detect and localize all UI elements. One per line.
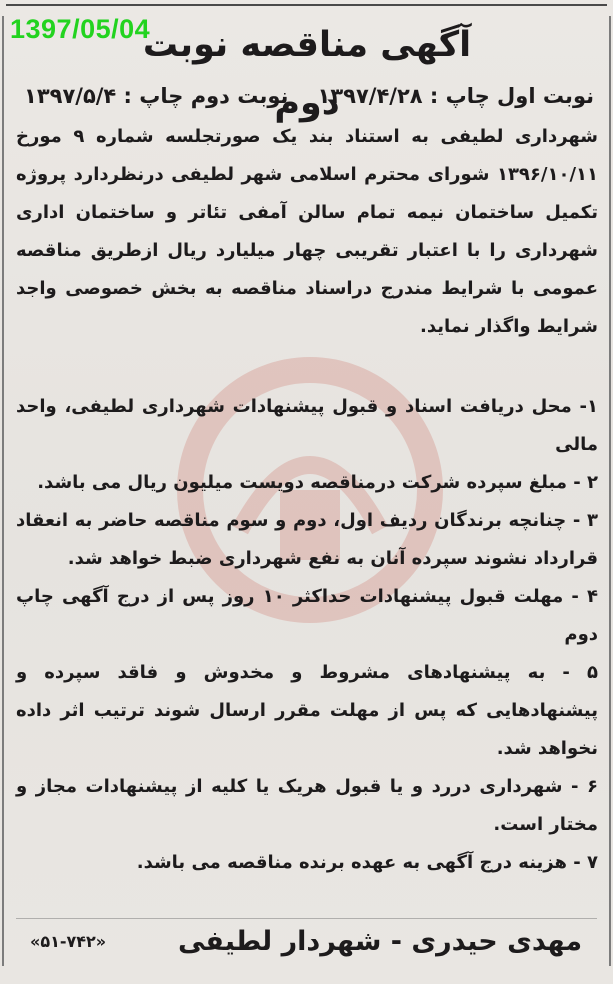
right-border (609, 16, 611, 966)
notice-intro (16, 118, 598, 346)
condition-item-3: ۳ - چنانچه برندگان ردیف اول، دوم و سوم مناقصه حاضر به انعقاد قرارداد نشوند سپرده آنان به نفع شهرداری ضبط خواهد شد. (16, 510, 598, 569)
condition-item-1: ۱- محل دریافت اسناد و قبول پیشنهادات شهرداری لطیفی، واحد مالی (16, 396, 598, 455)
intro-paragraph: شهرداری لطیفی به استناد بند یک صورتجلسه شماره ۹ مورخ ۱۳۹۶/۱۰/۱۱ شورای محترم اسلامی شهر لطیفی درنظردارد پروژه تکمیل ساختمان نیمه تمام سالن آمفی تئاتر و ساختمان اداری شهرداری را با اعتبار تقریبی چهار میلیارد ریال ازطریق مناقصه عمومی با شرایط مندرج دراسناد مناقصه به بخش خصوصی واجد شرایط واگذار نماید. (16, 126, 598, 337)
condition-item-7: ۷ - هزینه درج آگهی به عهده برنده مناقصه می باشد. (136, 852, 598, 873)
signature: مهدی حیدری - شهردار لطیفی (177, 926, 583, 957)
footer-divider (16, 918, 597, 919)
notice-headline: آگهی مناقصه نوبت دوم (142, 25, 472, 123)
print-dates-line (24, 78, 594, 114)
condition-item-5: ۵ - به پیشنهادهای مشروط و مخدوش و فاقد سپرده و پیشنهادهایی که پس از مهلت مقرر ارسال شوند ترتیب اثر داده نخواهد شد. (16, 662, 598, 759)
date-stamp: 1397/05/04 (10, 14, 151, 44)
left-border (2, 16, 4, 966)
top-border (6, 4, 607, 6)
condition-item-2: ۲ - مبلغ سپرده شرکت درمناقصه دویست میلیون ریال می باشد. (37, 472, 598, 493)
reference-code: «۵۱-۷۴۲» (30, 932, 107, 951)
second-print-date: نوبت دوم چاپ : ۱۳۹۷/۵/۴ (24, 84, 289, 108)
condition-item-4: ۴ - مهلت قبول پیشنهادات حداکثر ۱۰ روز پس از درج آگهی چاپ دوم (16, 586, 599, 645)
conditions-list (16, 388, 598, 882)
condition-item-6: ۶ - شهرداری دررد و یا قبول هریک یا کلیه از پیشنهادات مجاز و مختار است. (16, 776, 598, 835)
first-print-date: نوبت اول چاپ : ۱۳۹۷/۴/۲۸ (317, 84, 594, 108)
